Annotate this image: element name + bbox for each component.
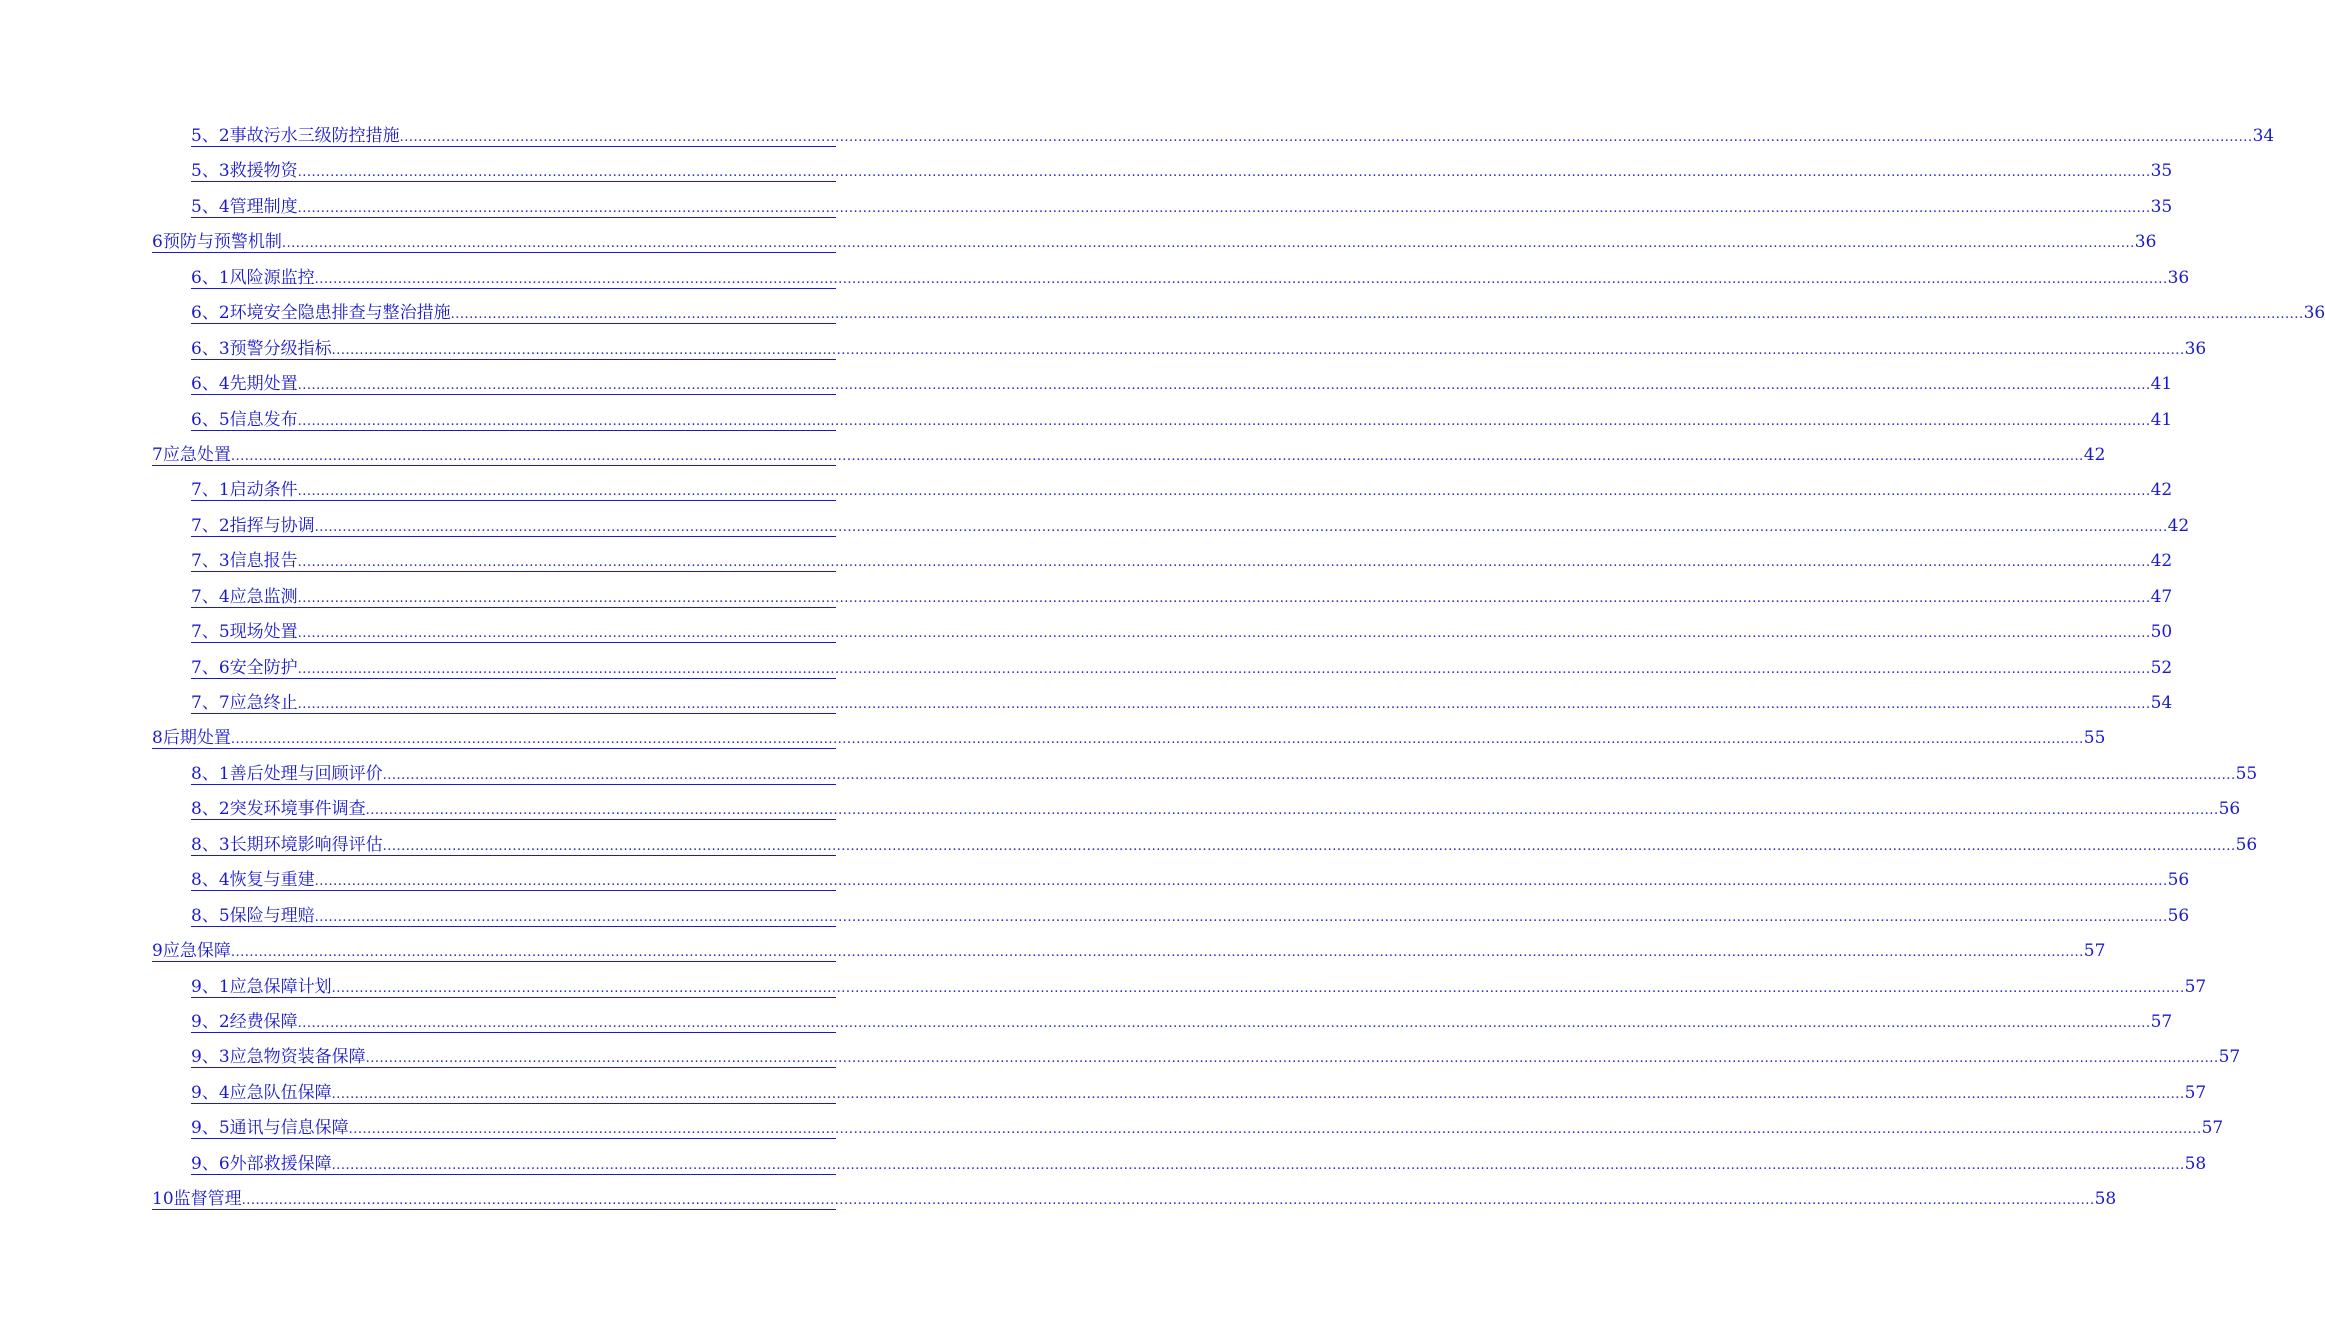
dot-leader: ................................................................................................................................................................................................................................................................................................................................................................................................................ [365,803,2219,819]
toc-entry [0,190,2173,225]
toc-number: 6、5 [191,409,230,430]
toc-link[interactable] [191,303,2325,324]
toc-link[interactable] [152,232,2157,253]
toc-page-number: 57 [2218,1047,2241,1068]
toc-page-number: 35 [2150,196,2173,217]
dot-leader: ................................................................................................................................................................................................................................................................................................................................................................................................................ [314,519,2168,535]
toc-number: 9、5 [191,1118,230,1139]
toc-entry [0,119,2275,154]
toc-page-number: 57 [2201,1118,2224,1139]
toc-page-number: 36 [2134,232,2157,253]
toc-page-number: 56 [2167,905,2190,926]
toc-number: 9、4 [191,1082,230,1103]
toc-entry [0,970,2207,1005]
toc-number: 7、7 [191,693,230,713]
toc-number: 7 [152,444,163,465]
toc-number: 6、3 [191,338,230,359]
toc-link[interactable] [191,161,2173,182]
dot-leader: ................................................................................................................................................................................................................................................................................................................................................................................................................ [365,1051,2219,1067]
toc-page-number: 35 [2150,161,2173,182]
toc-title: 外部救援保障 [229,1153,332,1174]
toc-title: 信息报告 [229,551,298,572]
toc-link[interactable] [191,799,2241,820]
dot-leader: ................................................................................................................................................................................................................................................................................................................................................................................................................ [297,484,2151,500]
toc-link[interactable] [191,1082,2207,1104]
toc-title: 长期环境影响得评估 [229,834,383,855]
toc-link[interactable] [191,1153,2207,1175]
dot-leader: ................................................................................................................................................................................................................................................................................................................................................................................................................ [331,1086,2185,1102]
dot-leader: ................................................................................................................................................................................................................................................................................................................................................................................................................ [297,165,2151,181]
dot-leader: ................................................................................................................................................................................................................................................................................................................................................................................................................ [241,1193,2095,1209]
toc-number: 9、1 [191,976,230,997]
toc-entry [0,1040,2241,1075]
toc-title: 通讯与信息保障 [229,1118,349,1139]
toc-link[interactable] [191,657,2173,679]
toc-number: 10 [152,1189,174,1210]
toc-link[interactable] [191,196,2173,218]
toc-entry [0,367,2173,402]
toc-number: 6、2 [191,303,230,324]
dot-leader: ................................................................................................................................................................................................................................................................................................................................................................................................................ [297,555,2151,571]
toc-page-number: 36 [2184,338,2207,359]
toc-title: 善后处理与回顾评价 [229,763,383,784]
toc-entry [0,296,2325,331]
toc-title: 应急物资装备保障 [229,1047,366,1068]
toc-page-number: 58 [2184,1153,2207,1174]
toc-number: 7、1 [191,480,230,501]
toc-number: 8、1 [191,763,230,784]
toc-link[interactable] [191,551,2173,572]
toc-title: 信息发布 [229,409,298,430]
toc-page-number: 42 [2083,444,2106,465]
toc-entry [0,828,2258,863]
dot-leader: ................................................................................................................................................................................................................................................................................................................................................................................................................ [450,307,2304,323]
dot-leader: ................................................................................................................................................................................................................................................................................................................................................................................................................ [297,413,2151,429]
toc-link[interactable] [191,976,2207,998]
toc-link[interactable] [152,444,2106,466]
dot-leader: ................................................................................................................................................................................................................................................................................................................................................................................................................ [297,626,2151,642]
toc-page-number: 42 [2150,551,2173,572]
toc-link[interactable] [191,267,2190,289]
table-of-contents [0,119,2325,1218]
toc-link[interactable] [191,1118,2224,1139]
toc-entry [0,438,2106,473]
toc-number: 9 [152,941,163,962]
toc-page-number: 54 [2150,693,2173,713]
toc-entry [0,934,2106,969]
toc-number: 7、3 [191,551,230,572]
dot-leader: ................................................................................................................................................................................................................................................................................................................................................................................................................ [297,200,2151,216]
toc-page-number: 57 [2184,976,2207,997]
toc-entry [0,721,2106,756]
dot-leader: ................................................................................................................................................................................................................................................................................................................................................................................................................ [382,838,2236,854]
toc-page-number: 41 [2150,409,2173,430]
toc-number: 6、4 [191,374,230,395]
toc-title: 应急处置 [162,444,231,465]
dot-leader: ................................................................................................................................................................................................................................................................................................................................................................................................................ [331,342,2185,358]
toc-link[interactable] [191,126,2275,147]
toc-page-number: 56 [2167,870,2190,891]
toc-number: 8、3 [191,834,230,855]
toc-entry [0,686,2173,721]
dot-leader: ................................................................................................................................................................................................................................................................................................................................................................................................................ [399,130,2253,145]
dot-leader: ................................................................................................................................................................................................................................................................................................................................................................................................................ [314,271,2168,287]
toc-number: 8、4 [191,870,230,891]
toc-link[interactable] [191,622,2173,643]
toc-page-number: 56 [2218,799,2241,820]
dot-leader: ................................................................................................................................................................................................................................................................................................................................................................................................................ [297,1015,2151,1031]
dot-leader: ................................................................................................................................................................................................................................................................................................................................................................................................................ [331,1157,2185,1173]
toc-page-number: 57 [2150,1011,2173,1032]
toc-entry [0,509,2190,544]
toc-title: 风险源监控 [229,267,315,288]
toc-link[interactable] [152,1189,2117,1210]
toc-link[interactable] [191,763,2258,785]
toc-page-number: 34 [2252,126,2275,146]
toc-title: 现场处置 [229,622,298,643]
toc-entry [0,1182,2117,1217]
toc-title: 指挥与协调 [229,515,315,536]
toc-title: 保险与理赔 [229,905,315,926]
toc-title: 恢复与重建 [229,870,315,891]
toc-number: 7、6 [191,657,230,678]
toc-entry [0,757,2258,792]
toc-number: 5、4 [191,196,230,217]
toc-page-number: 50 [2150,622,2173,643]
toc-entry [0,615,2173,650]
toc-page-number: 56 [2235,834,2258,855]
toc-title: 预警分级指标 [229,338,332,359]
toc-title: 管理制度 [229,196,298,217]
toc-title: 应急监测 [229,586,298,607]
toc-page-number: 36 [2303,303,2325,324]
toc-entry [0,332,2207,367]
toc-number: 9、3 [191,1047,230,1068]
toc-entry [0,863,2190,898]
toc-entry [0,1005,2173,1040]
toc-link[interactable] [191,1047,2241,1068]
toc-page-number: 57 [2083,941,2106,962]
toc-page-number: 36 [2167,267,2190,288]
toc-page-number: 42 [2167,515,2190,536]
toc-link[interactable] [191,480,2173,501]
toc-title: 预防与预警机制 [162,232,282,253]
toc-entry [0,544,2173,579]
dot-leader: ................................................................................................................................................................................................................................................................................................................................................................................................................ [230,448,2084,464]
toc-page-number: 42 [2150,480,2173,501]
toc-number: 7、5 [191,622,230,643]
toc-page-number: 55 [2083,728,2106,749]
dot-leader: ................................................................................................................................................................................................................................................................................................................................................................................................................ [281,236,2135,252]
toc-link[interactable] [191,834,2258,856]
toc-title: 启动条件 [229,480,298,501]
toc-link[interactable] [191,586,2173,608]
toc-entry [0,899,2190,934]
toc-page-number: 57 [2184,1082,2207,1103]
toc-entry [0,403,2173,438]
toc-link[interactable] [191,515,2190,537]
toc-link[interactable] [191,870,2190,891]
toc-number: 9、2 [191,1011,230,1032]
toc-link[interactable] [152,941,2106,962]
toc-number: 7、4 [191,586,230,607]
toc-entry [0,1076,2207,1111]
toc-link[interactable] [191,905,2190,927]
toc-number: 5、3 [191,161,230,182]
toc-page-number: 41 [2150,374,2173,395]
toc-title: 事故污水三级防控措施 [229,126,400,146]
dot-leader: ................................................................................................................................................................................................................................................................................................................................................................................................................ [230,945,2084,961]
toc-number: 6、1 [191,267,230,288]
toc-title: 应急终止 [229,693,298,713]
dot-leader: ................................................................................................................................................................................................................................................................................................................................................................................................................ [348,1122,2202,1138]
dot-leader: ................................................................................................................................................................................................................................................................................................................................................................................................................ [297,378,2151,394]
toc-title: 救援物资 [229,161,298,182]
toc-title: 突发环境事件调查 [229,799,366,820]
dot-leader: ................................................................................................................................................................................................................................................................................................................................................................................................................ [314,909,2168,925]
toc-title: 经费保障 [229,1011,298,1032]
dot-leader: ................................................................................................................................................................................................................................................................................................................................................................................................................ [297,590,2151,606]
toc-link[interactable] [191,338,2207,360]
toc-entry [0,154,2173,189]
toc-link[interactable] [191,374,2173,395]
toc-entry [0,580,2173,615]
dot-leader: ................................................................................................................................................................................................................................................................................................................................................................................................................ [297,697,2151,712]
dot-leader: ................................................................................................................................................................................................................................................................................................................................................................................................................ [230,732,2084,748]
toc-title: 应急保障计划 [229,976,332,997]
dot-leader: ................................................................................................................................................................................................................................................................................................................................................................................................................ [331,980,2185,996]
toc-number: 5、2 [191,126,230,146]
toc-title: 后期处置 [162,728,231,749]
toc-title: 先期处置 [229,374,298,395]
toc-page-number: 55 [2235,763,2258,784]
toc-page-number: 58 [2094,1189,2117,1210]
toc-number: 8、2 [191,799,230,820]
dot-leader: ................................................................................................................................................................................................................................................................................................................................................................................................................ [297,661,2151,677]
toc-number: 6 [152,232,163,253]
dot-leader: ................................................................................................................................................................................................................................................................................................................................................................................................................ [382,767,2236,783]
toc-entry [0,1111,2224,1146]
toc-link[interactable] [191,1011,2173,1033]
toc-entry [0,1147,2207,1182]
dot-leader: ................................................................................................................................................................................................................................................................................................................................................................................................................ [314,874,2168,890]
toc-number: 8 [152,728,163,749]
toc-title: 安全防护 [229,657,298,678]
toc-number: 8、5 [191,905,230,926]
toc-link[interactable] [191,409,2173,431]
toc-link[interactable] [191,693,2173,714]
toc-title: 应急保障 [162,941,231,962]
toc-page-number: 47 [2150,586,2173,607]
toc-entry [0,651,2173,686]
toc-number: 7、2 [191,515,230,536]
toc-entry [0,261,2190,296]
toc-entry [0,225,2157,260]
toc-entry [0,792,2241,827]
toc-title: 应急队伍保障 [229,1082,332,1103]
toc-page-number: 52 [2150,657,2173,678]
toc-number: 9、6 [191,1153,230,1174]
toc-entry [0,473,2173,508]
toc-title: 环境安全隐患排查与整治措施 [229,303,451,324]
toc-link[interactable] [152,728,2106,749]
toc-title: 监督管理 [173,1189,242,1210]
